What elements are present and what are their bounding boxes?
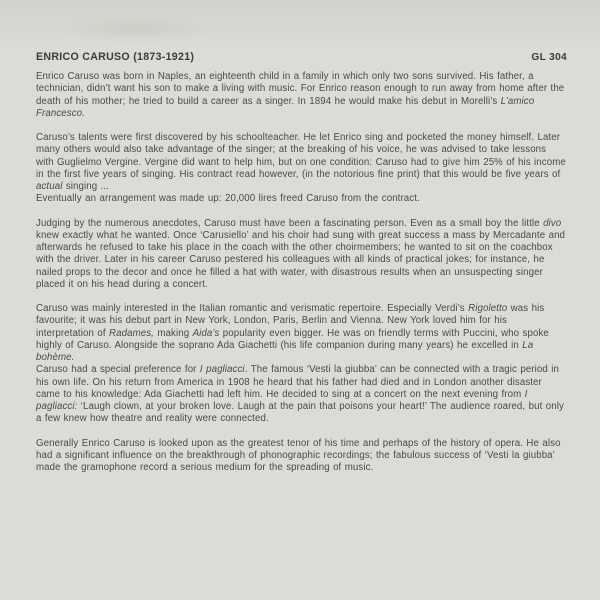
italic-text-segment: divo — [543, 217, 562, 229]
paragraph — [36, 218, 567, 292]
italic-text-segment: Rigoletto — [468, 303, 508, 314]
text-segment: Generally Enrico Caruso is looked upon as the greatest tenor of his time and perhaps of the history of opera. He also had a significant influence on the breakthrough of phonographic recordings; the fabulous success of ‘Vesti la giubba’ made the gramophone record a serious medium for the spreading of music. — [36, 437, 561, 473]
paragraph — [36, 71, 567, 120]
italic-text-segment: I pagliacci: — [36, 388, 528, 412]
italic-text-segment: La bohème. — [36, 339, 534, 363]
text-segment: was his favourite; it was his debut part in New York, London, Paris, Berlin and Vienna. New York loved him for his interpretation of — [36, 303, 545, 339]
text-segment: Caruso was mainly interested in the Italian romantic and verismatic repertoire. Especially Verdi’s — [36, 303, 469, 314]
paragraph — [36, 303, 567, 426]
body-text — [36, 71, 567, 474]
italic-text-segment: Aida’s — [192, 327, 220, 339]
italic-text-segment: Radames, — [109, 327, 154, 339]
italic-text-segment: L’amico Francesco. — [36, 95, 535, 119]
text-segment: singing ... — [62, 181, 110, 192]
text-segment: making — [153, 327, 193, 339]
paragraph — [36, 438, 567, 475]
page-header — [36, 51, 567, 63]
text-segment: ‘Laugh clown, at your broken love. Laugh at the pain that poisons your heart!’ The audience roared, but only a few knew how theatre and reality were connected. — [36, 401, 564, 425]
text-segment: popularity even bigger. He was on friendly terms with Puccini, who spoke highly of Caruso. Alongside the soprano Ada Giachetti (his life companion during many years) he excelled in — [36, 327, 549, 351]
italic-text-segment: I pagliacci — [199, 364, 245, 376]
text-segment: Judging by the numerous anecdotes, Caruso must have been a fascinating person. Even as a small boy the little — [36, 217, 544, 229]
paragraph — [36, 132, 567, 206]
text-segment: knew exactly what he wanted. Once ‘Carusiello’ and his choir had sung with great success a mass by Mercadante and afterwards he refused to take his place in the coach with the other choirmembers; he wanted to sit on the coachbox with the driver. Later in his career Caruso pestered his colleagues with all kinds of practical jokes; for instance, he nailed props to the decor and once he filled a hat with water, with disastrous results when an unsuspecting singer placed it on his head during a concert. — [36, 229, 566, 290]
text-segment: Caruso’s talents were first discovered by his schoolteacher. He let Enrico sing and pocketed the money himself. Later many others would also take advantage of the singer; at the breaking of his voice, he was advised to take lessons with Guglielmo Vergine. Vergine did want to help him, but on one condition: Caruso had to give him 25% of his income in the first five years of singing. His contract read however, (in the notorious fine print) that this would be five years of — [36, 132, 566, 180]
text-segment: Eventually an arrangement was made up: 20,000 lires freed Caruso from the contract. — [36, 193, 420, 205]
catalog-number: GL 304 — [531, 52, 567, 63]
text-segment: Caruso had a special preference for — [36, 364, 200, 376]
text-segment: . The famous ‘Vesti la giubba’ can be connected with a tragic period in his own life. On his return from America in 1908 he heard that his father had died and in London another disaster came to his knowledge: Ada Giachetti had left him. He decided to sing at a concert on the next evening from — [36, 364, 560, 400]
page-title: ENRICO CARUSO (1873-1921) — [36, 51, 195, 63]
text-segment: Enrico Caruso was born in Naples, an eighteenth child in a family in which only two sons survived. His father, a technician, didn’t want his son to make a living with music. For Enrico reason enough to run away from home after the death of his mother; he tried to build a career as a singer. In 1894 he would make his debut in Morelli’s — [36, 71, 565, 107]
italic-text-segment: actual — [36, 181, 63, 192]
